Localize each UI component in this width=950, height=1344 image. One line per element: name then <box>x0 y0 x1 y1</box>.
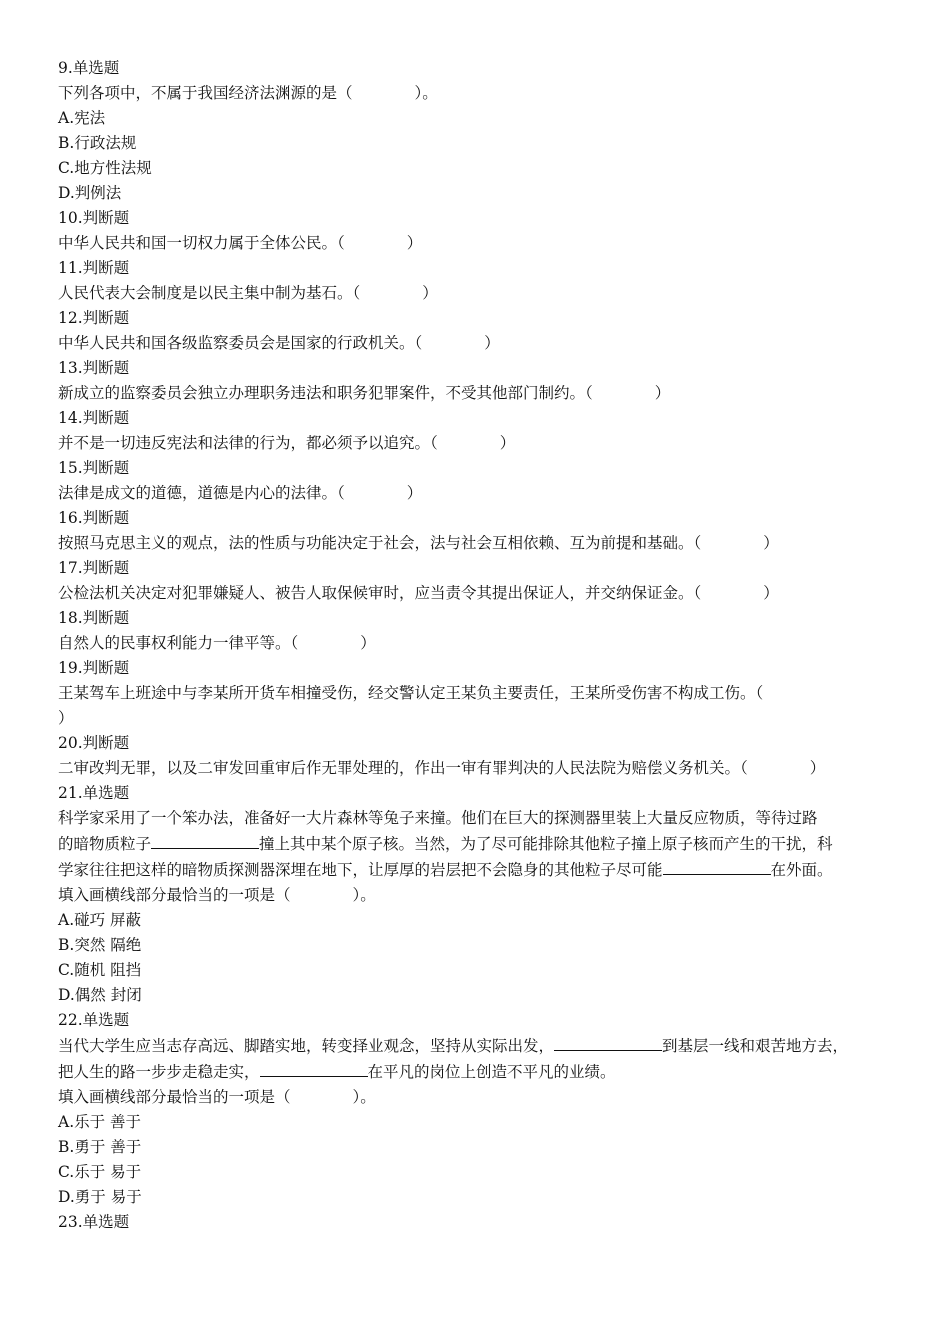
question-prompt: 填入画横线部分最恰当的一项是（ ）。 <box>58 886 376 904</box>
question-header: 18.判断题 <box>58 609 130 627</box>
option-c: C.地方性法规 <box>58 159 152 177</box>
option-b: B.勇于 善于 <box>58 1138 142 1156</box>
fill-blank <box>151 831 259 849</box>
question-header: 16.判断题 <box>58 509 130 527</box>
passage-text: 在平凡的岗位上创造不平凡的业绩。 <box>367 1063 616 1081</box>
passage-text: 撞上其中某个原子核。当然，为了尽可能排除其他粒子撞上原子核而产生的干扰，科 <box>259 835 833 853</box>
passage-text: 学家往往把这样的暗物质探测器深埋在地下，让厚厚的岩层把不会隐身的其他粒子尽可能 <box>58 861 663 879</box>
passage-line <box>58 1059 898 1085</box>
passage-text: 把人生的路一步步走稳走实， <box>58 1063 260 1081</box>
fill-blank <box>554 1033 662 1051</box>
question-prompt: 填入画横线部分最恰当的一项是（ ）。 <box>58 1088 376 1106</box>
option-a: A.碰巧 屏蔽 <box>58 911 142 929</box>
passage-line <box>58 1033 898 1059</box>
exam-page <box>58 56 898 1235</box>
question-header: 14.判断题 <box>58 409 130 427</box>
question-header: 9.单选题 <box>58 59 120 77</box>
question-stem-continued: ） <box>58 709 74 727</box>
question-header: 17.判断题 <box>58 559 130 577</box>
passage-line <box>58 831 898 857</box>
option-a: A.乐于 善于 <box>58 1113 142 1131</box>
question-header: 23.单选题 <box>58 1213 130 1231</box>
option-b: B.行政法规 <box>58 134 137 152</box>
option-d: D.判例法 <box>58 184 122 202</box>
question-stem: 中华人民共和国各级监察委员会是国家的行政机关。（ ） <box>58 334 500 352</box>
question-stem: 新成立的监察委员会独立办理职务违法和职务犯罪案件，不受其他部门制约。（ ） <box>58 384 671 402</box>
option-d: D.勇于 易于 <box>58 1188 142 1206</box>
question-header: 10.判断题 <box>58 209 130 227</box>
passage-text: 的暗物质粒子 <box>58 835 152 853</box>
passage-line: 科学家采用了一个笨办法，准备好一大片森林等兔子来撞。他们在巨大的探测器里装上大量反应物质，等待过路 <box>58 809 818 827</box>
passage-text: 当代大学生应当志存高远、脚踏实地，转变择业观念，坚持从实际出发， <box>58 1037 555 1055</box>
option-c: C.乐于 易于 <box>58 1163 142 1181</box>
question-header: 21.单选题 <box>58 784 130 802</box>
question-header: 20.判断题 <box>58 734 130 752</box>
passage-text: 到基层一线和艰苦地方去， <box>662 1037 849 1055</box>
question-stem: 二审改判无罪，以及二审发回重审后作无罪处理的，作出一审有罪判决的人民法院为赔偿义务机关。（ ） <box>58 759 826 777</box>
question-stem: 并不是一切违反宪法和法律的行为，都必须予以追究。（ ） <box>58 434 516 452</box>
question-stem: 中华人民共和国一切权力属于全体公民。（ ） <box>58 234 423 252</box>
option-b: B.突然 隔绝 <box>58 936 142 954</box>
question-stem: 王某驾车上班途中与李某所开货车相撞受伤，经交警认定王某负主要责任，王某所受伤害不构成工伤。（ <box>58 684 764 702</box>
question-stem: 下列各项中，不属于我国经济法渊源的是（ ）。 <box>58 84 438 102</box>
question-header: 22.单选题 <box>58 1011 130 1029</box>
passage-text: 在外面。 <box>770 861 833 879</box>
question-header: 11.判断题 <box>58 259 130 277</box>
option-d: D.偶然 封闭 <box>58 986 142 1004</box>
option-a: A.宪法 <box>58 109 106 127</box>
question-stem: 按照马克思主义的观点，法的性质与功能决定于社会，法与社会互相依赖、互为前提和基础。（ ） <box>58 534 779 552</box>
fill-blank <box>663 857 771 875</box>
question-header: 13.判断题 <box>58 359 130 377</box>
question-header: 15.判断题 <box>58 459 130 477</box>
question-stem: 公检法机关决定对犯罪嫌疑人、被告人取保候审时，应当责令其提出保证人，并交纳保证金。（ ） <box>58 584 779 602</box>
question-stem: 人民代表大会制度是以民主集中制为基石。（ ） <box>58 284 438 302</box>
fill-blank <box>260 1059 368 1077</box>
question-header: 12.判断题 <box>58 309 130 327</box>
question-stem: 自然人的民事权利能力一律平等。（ ） <box>58 634 376 652</box>
passage-line <box>58 857 898 883</box>
question-header: 19.判断题 <box>58 659 130 677</box>
option-c: C.随机 阻挡 <box>58 961 142 979</box>
question-stem: 法律是成文的道德，道德是内心的法律。（ ） <box>58 484 423 502</box>
